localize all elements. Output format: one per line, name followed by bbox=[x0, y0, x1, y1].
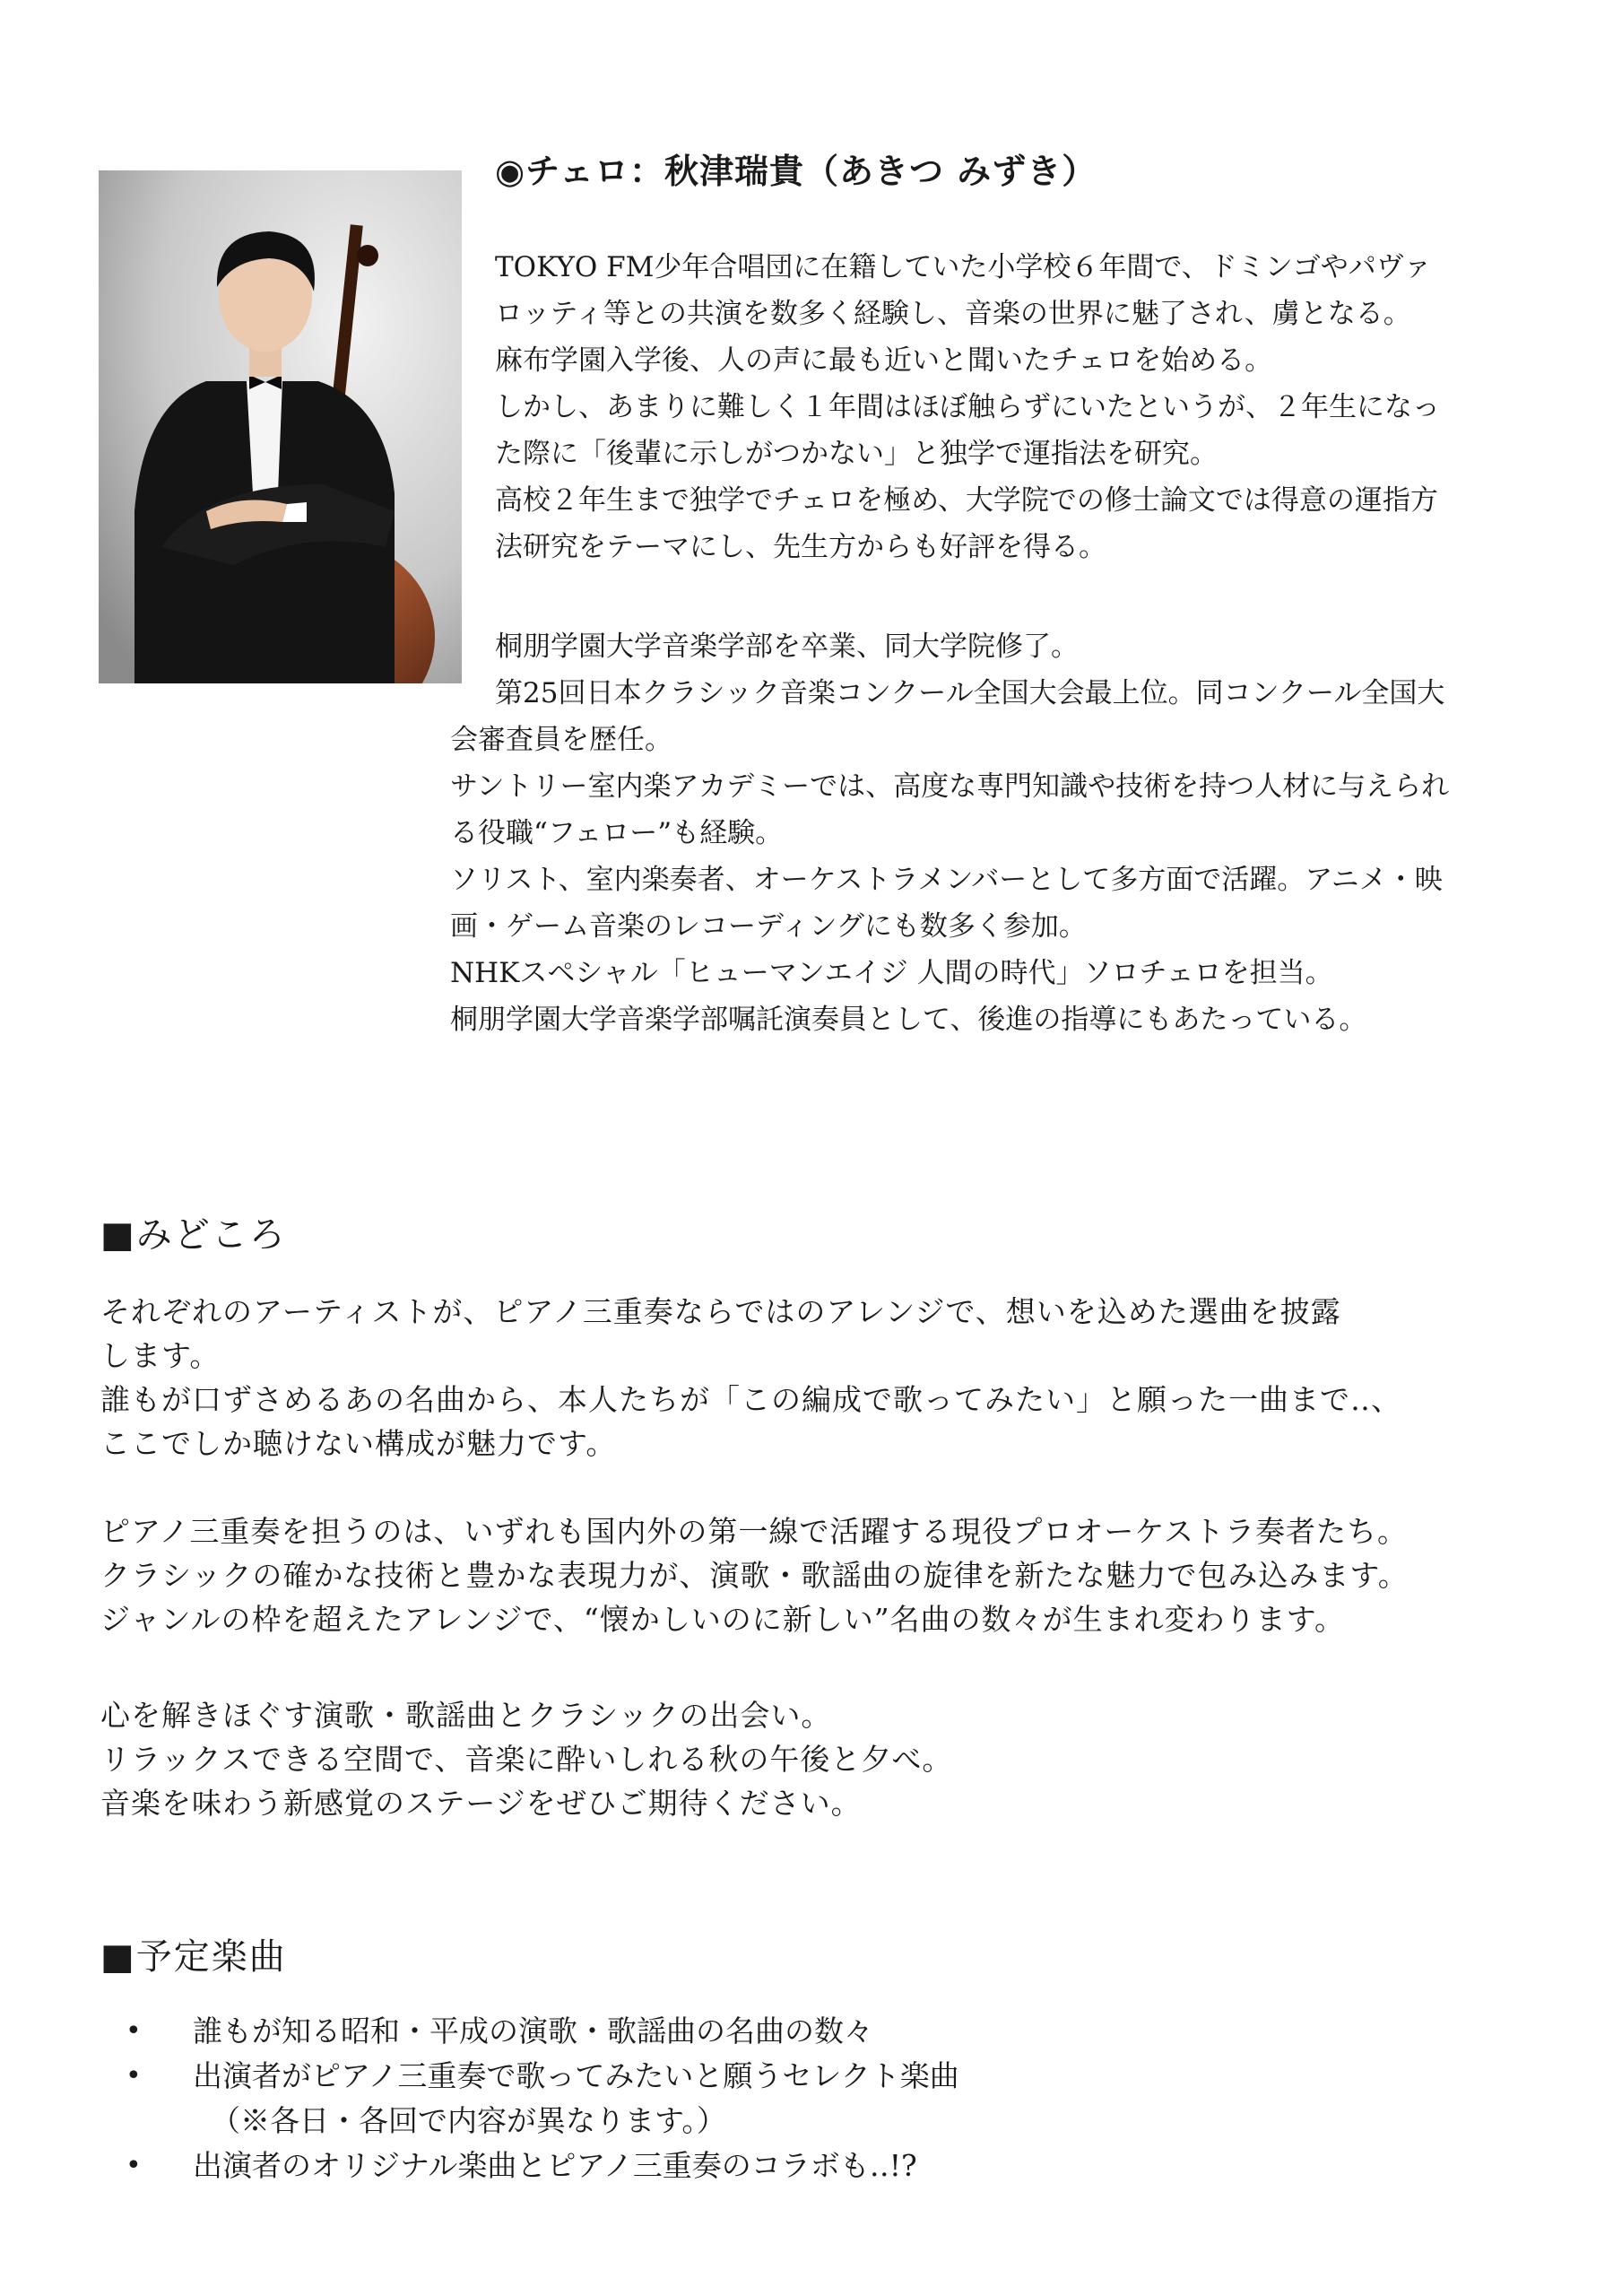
highlights-line: ここでしか聴けない構成が魅力です。 bbox=[100, 1426, 617, 1461]
program-item-text: 出演者のオリジナル楽曲とピアノ三重奏のコラボも‥!? bbox=[193, 2148, 917, 2183]
program-item-text: 出演者がピアノ三重奏で歌ってみたいと願うセレクト楽曲 bbox=[193, 2058, 959, 2093]
list-item bbox=[126, 2009, 1470, 2054]
cellist-photo bbox=[99, 170, 462, 683]
bio-line: ソリスト、室内楽奏者、オーケストラメンバーとして多方面で活躍。アニメ・映 bbox=[450, 864, 1443, 896]
highlights-line: リラックスできる空間で、音楽に酔いしれる秋の午後と夕べ。 bbox=[100, 1742, 953, 1777]
program-item-note: （※各日・各回で内容が異なります。） bbox=[211, 2103, 726, 2138]
bio-title: ◉チェロ：秋津瑞貴（あきつ みずき） bbox=[495, 151, 1097, 191]
bio-line: しかし、あまりに難しく１年間はほぼ触らずにいたというが、２年生になっ bbox=[495, 391, 1440, 423]
bio-line: 桐朋学園大学音楽学部を卒業、同大学院修了。 bbox=[495, 631, 1079, 663]
bullet: • bbox=[126, 2150, 142, 2181]
highlights-line: それぞれのアーティストが、ピアノ三重奏ならではのアレンジで、想いを込めた選曲を披露 bbox=[100, 1294, 1341, 1329]
bio-paragraph-1 bbox=[495, 244, 1535, 570]
bio-line: 法研究をテーマにし、先生方からも好評を得る。 bbox=[495, 531, 1106, 563]
bio-line: た際に「後輩に示しがつかない」と独学で運指法を研究。 bbox=[495, 438, 1218, 470]
list-item bbox=[126, 2144, 1470, 2188]
program-list bbox=[126, 2009, 1470, 2188]
highlights-line: クラシックの確かな技術と豊かな表現力が、演歌・歌謡曲の旋律を新たな魅力で包み込みます。 bbox=[100, 1558, 1409, 1593]
highlights-line: 音楽を味わう新感覚のステージをぜひご期待ください。 bbox=[100, 1786, 862, 1821]
program-item-text: 誰もが知る昭和・平成の演歌・歌謡曲の名曲の数々 bbox=[193, 2013, 873, 2048]
program-heading: ■予定楽曲 bbox=[100, 1936, 287, 1978]
bio-line: る役職“フェロー”も経験。 bbox=[450, 817, 784, 849]
bio-line: NHKスペシャル「ヒューマンエイジ 人間の時代」ソロチェロを担当。 bbox=[450, 957, 1333, 989]
highlights-paragraph-2 bbox=[100, 1509, 1535, 1641]
bullet: • bbox=[126, 2015, 142, 2047]
highlights-paragraph-3 bbox=[100, 1693, 1535, 1825]
bio-line: サントリー室内楽アカデミーでは、高度な専門知識や技術を持つ人材に与えられ bbox=[450, 770, 1450, 803]
highlights-line: します。 bbox=[100, 1338, 221, 1373]
bio-paragraph-2 bbox=[450, 623, 1544, 1043]
highlights-line: 誰もが口ずさめるあの名曲から、本人たちが「この編成で歌ってみたい」と願った一曲まで‥、 bbox=[100, 1382, 1402, 1417]
highlights-line: ジャンルの枠を超えたアレンジで、“懐かしいのに新しい”名曲の数々が生まれ変わります。 bbox=[100, 1602, 1345, 1637]
bio-line: TOKYO FM少年合唱団に在籍していた小学校６年間で、ドミンゴやパヴァ bbox=[495, 251, 1432, 283]
highlights-heading: ■みどころ bbox=[100, 1214, 287, 1256]
list-item-note bbox=[126, 2099, 1470, 2144]
list-item bbox=[126, 2054, 1470, 2099]
cellist-illustration bbox=[99, 170, 462, 683]
bullet: • bbox=[126, 2060, 142, 2092]
highlights-paragraph-1 bbox=[100, 1290, 1535, 1465]
bio-line: 麻布学園入学後、人の声に最も近いと聞いたチェロを始める。 bbox=[495, 344, 1273, 377]
highlights-line: 心を解きほぐす演歌・歌謡曲とクラシックの出会い。 bbox=[100, 1698, 832, 1733]
bio-line: ロッティ等との共演を数多く経験し、音楽の世界に魅了され、虜となる。 bbox=[495, 298, 1411, 330]
bio-line: 第25回日本クラシック音楽コンクール全国大会最上位。同コンクール全国大 bbox=[495, 677, 1445, 709]
bio-line: 会審査員を歴任。 bbox=[450, 724, 672, 756]
bio-line: 高校２年生まで独学でチェロを極め、大学院での修士論文では得意の運指方 bbox=[495, 484, 1438, 517]
bio-line: 画・ゲーム音楽のレコーディングにも数多く参加。 bbox=[450, 910, 1087, 943]
highlights-line: ピアノ三重奏を担うのは、いずれも国内外の第一線で活躍する現役プロオーケストラ奏者たち。 bbox=[100, 1514, 1409, 1549]
bio-line: 桐朋学園大学音楽学部嘱託演奏員として、後進の指導にもあたっている。 bbox=[450, 1004, 1367, 1036]
